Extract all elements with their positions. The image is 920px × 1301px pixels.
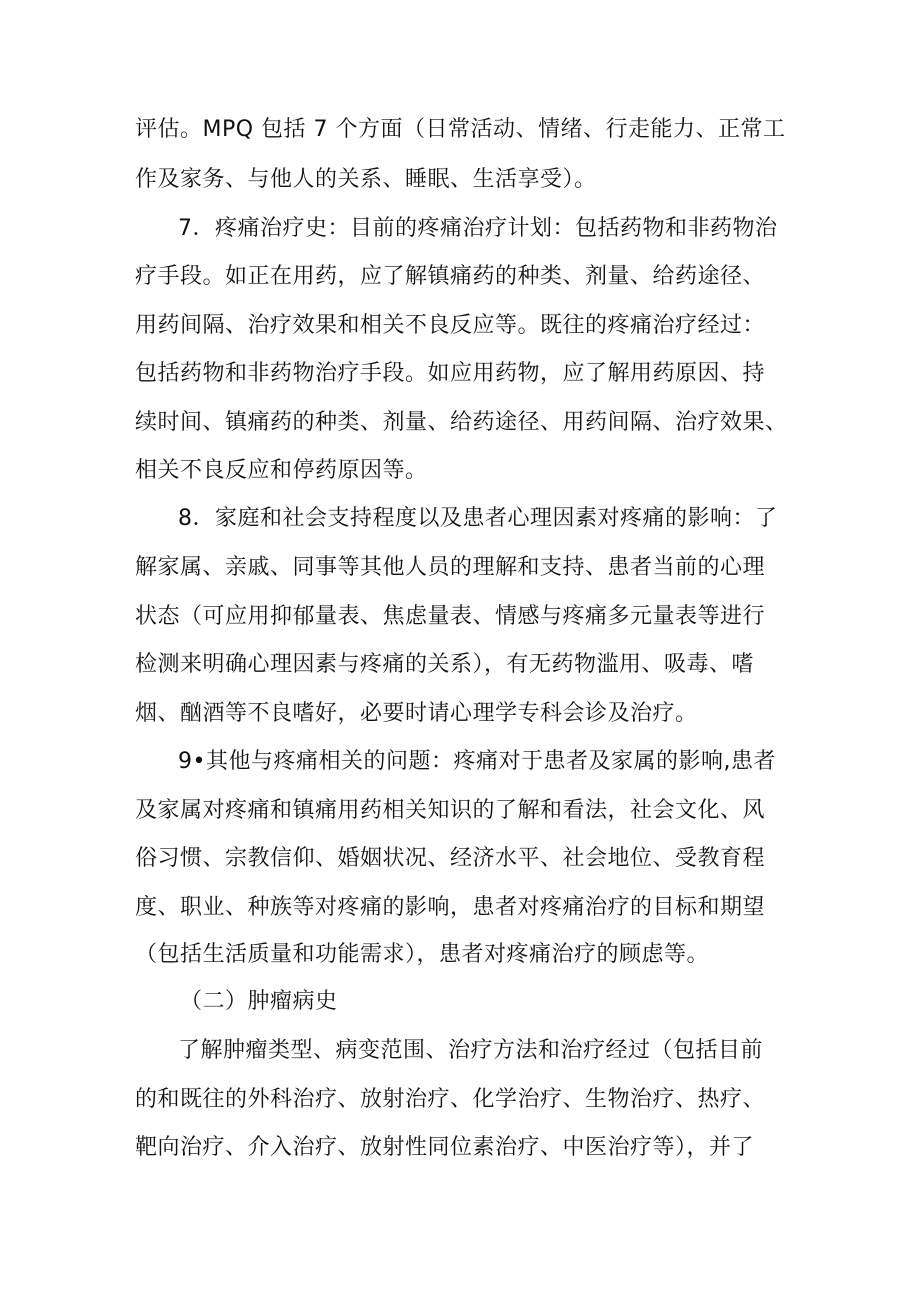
text-line: 俗习惯、宗教信仰、婚姻状况、经济水平、社会地位、受教育程 (135, 846, 766, 871)
text-line: 检测来明确心理因素与疼痛的关系），有无药物滥用、吸毒、嗜 (135, 652, 755, 677)
text-line: 烟、酗酒等不良嗜好，必要时请心理学专科会诊及治疗。 (135, 701, 698, 726)
text-line: 续时间、镇痛药的种类、剂量、给药途径、用药间隔、治疗效果、 (135, 410, 788, 435)
text-line: 7．疼痛治疗史：目前的疼痛治疗计划：包括药物和非药物治 (178, 216, 778, 241)
text-line: 疗手段。如正在用药，应了解镇痛药的种类、剂量、给药途径、 (135, 264, 766, 289)
text-line: 评估。MPQ 包括 7 个方面（日常活动、情绪、行走能力、正常工 (135, 117, 786, 142)
text-line: 用药间隔、治疗效果和相关不良反应等。既往的疼痛治疗经过： (135, 313, 766, 338)
text-line: 相关不良反应和停药原因等。 (135, 458, 428, 483)
text-line: 解家属、亲戚、同事等其他人员的理解和支持、患者当前的心理 (135, 555, 766, 580)
text-line: 了解肿瘤类型、病变范围、治疗方法和治疗经过（包括目前 (178, 1038, 764, 1063)
text-line: 度、职业、种族等对疼痛的影响，患者对疼痛治疗的目标和期望 (135, 895, 766, 920)
text-line: 8．家庭和社会支持程度以及患者心理因素对疼痛的影响：了 (178, 506, 778, 531)
text-line: 作及家务、与他人的关系、睡眠、生活享受）。 (135, 167, 597, 192)
text-line: 包括药物和非药物治疗手段。如应用药物，应了解用药原因、持 (135, 361, 766, 386)
section-heading: （二）肿瘤病史 (180, 989, 338, 1014)
text-line: （包括生活质量和功能需求），患者对疼痛治疗的顾虑等。 (135, 942, 710, 967)
text-line: 靶向治疗、介入治疗、放射性同位素治疗、中医治疗等），并了 (135, 1135, 755, 1160)
text-line: 及家属对疼痛和镇痛用药相关知识的了解和看法，社会文化、风 (135, 798, 766, 823)
text-line: 9•其他与疼痛相关的问题：疼痛对于患者及家属的影响,患者 (178, 749, 776, 774)
text-line: 状态（可应用抑郁量表、焦虑量表、情感与疼痛多元量表等进行 (135, 604, 766, 629)
text-line: 的和既往的外科治疗、放射治疗、化学治疗、生物治疗、热疗、 (135, 1087, 766, 1112)
